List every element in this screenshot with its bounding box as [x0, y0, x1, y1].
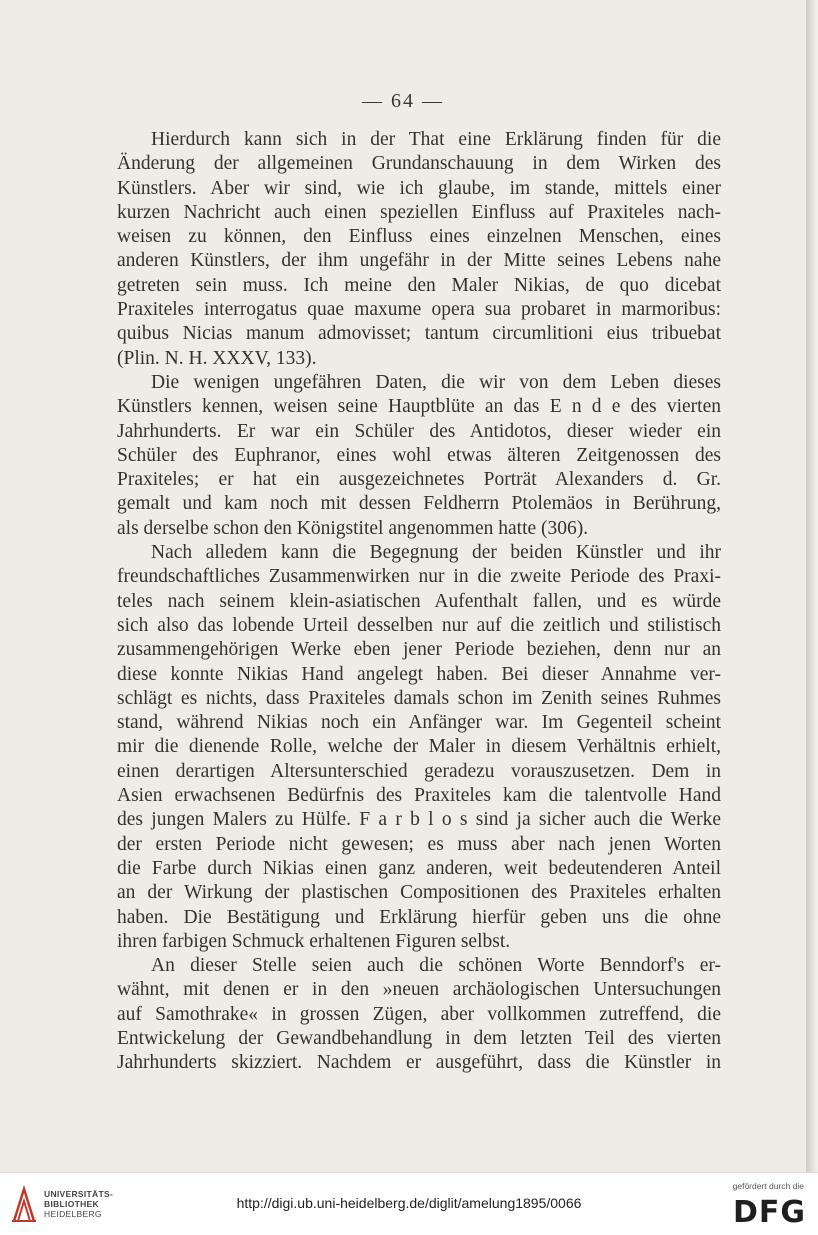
- text-line: Änderung der allgemeinen Grundanschauung in dem Wirken des: [117, 153, 721, 175]
- page-edge: [806, 0, 818, 1172]
- text-line: wähnt, mit denen er in den »neuen archäologischen Untersuchungen: [117, 979, 721, 1001]
- text-line: Nach alledem kann die Begegnung der beiden Künstler und ihr: [151, 542, 721, 564]
- text-line: quibus Nicias manum admovisset; tantum circumlitioni eius tribuebat: [117, 323, 721, 345]
- text-line: mir die dienende Rolle, welche der Maler in diesem Verhältnis erhielt,: [117, 736, 721, 758]
- text-line: Künstlers kennen, weisen seine Hauptblüte an das E n d e des vierten: [117, 396, 721, 418]
- body-text: [117, 128, 721, 1076]
- text-line: freundschaftliches Zusammenwirken nur in die zweite Periode des Praxi-: [117, 566, 721, 588]
- dfg-caption: gefördert durch die: [732, 1181, 804, 1191]
- text-line: teles nach seinem klein-asiatischen Aufenthalt fallen, und es würde: [117, 590, 721, 612]
- text-line: Entwickelung der Gewandbehandlung in dem letzten Teil des vierten: [117, 1027, 721, 1049]
- text-line: gemalt und kam noch mit dessen Feldherrn Ptolemäos in Berührung,: [117, 493, 721, 515]
- text-line: Künstlers. Aber wir sind, wie ich glaube, im stande, mittels einer: [117, 177, 721, 199]
- text-line: Jahrhunderts. Er war ein Schüler des Antidotos, dieser wieder ein: [117, 420, 721, 442]
- text-line: einen derartigen Altersunterschied geradezu vorauszusetzen. Dem in: [117, 760, 721, 782]
- text-line: diese konnte Nikias Hand angelegt haben. Bei dieser Annahme ver-: [117, 663, 721, 685]
- text-line: schlägt es nichts, dass Praxiteles damals schon im Zenith seines Ruhmes: [117, 687, 721, 709]
- text-line: Schüler des Euphranor, eines wohl etwas älteren Zeitgenossen des: [117, 444, 721, 466]
- text-line: kurzen Nachricht auch einen speziellen Einfluss auf Praxiteles nach-: [117, 201, 721, 223]
- text-line: (Plin. N. H. XXXV, 133).: [117, 347, 317, 369]
- text-line: Die wenigen ungefähren Daten, die wir von dem Leben dieses: [151, 371, 721, 393]
- text-line: der ersten Periode nicht gewesen; es muss aber nach jenen Worten: [117, 833, 721, 855]
- dfg-logo: DFG: [732, 1195, 806, 1230]
- text-line: ihren farbigen Schmuck erhaltenen Figuren selbst.: [117, 930, 511, 952]
- text-line: an der Wirkung der plastischen Compositionen des Praxiteles erhalten: [117, 882, 721, 904]
- text-line: Praxiteles interrogatus quae maxume opera sua probaret in marmoribus:: [117, 299, 721, 321]
- text-line: des jungen Malers zu Hülfe. F a r b l o s sind ja sicher auch die Werke: [117, 809, 721, 831]
- text-line: Jahrhunderts skizziert. Nachdem er ausgeführt, dass die Künstler in: [117, 1052, 721, 1074]
- text-line: die Farbe durch Nikias einen ganz anderen, weit bedeutenderen Anteil: [117, 857, 721, 879]
- text-line: sich also das lobende Urteil desselben nur auf die zeitlich und stilistisch: [117, 614, 721, 636]
- text-line: Praxiteles; er hat ein ausgezeichnetes Porträt Alexanders d. Gr.: [117, 469, 721, 491]
- text-line: getreten sein muss. Ich meine den Maler Nikias, de quo dicebat: [117, 274, 721, 296]
- text-line: weisen zu können, den Einfluss eines einzelnen Menschen, eines: [117, 226, 721, 248]
- text-line: haben. Die Bestätigung und Erklärung hierfür geben uns die ohne: [117, 906, 721, 928]
- text-line: auf Samothrake« in grossen Zügen, aber vollkommen zutreffend, die: [117, 1003, 721, 1025]
- text-line: Hierdurch kann sich in der That eine Erklärung finden für die: [151, 129, 721, 150]
- source-url-link[interactable]: http://digi.ub.uni-heidelberg.de/diglit/amelung1895/0066: [236, 1195, 582, 1211]
- text-line: als derselbe schon den Königstitel angenommen hatte (306).: [117, 517, 589, 539]
- text-line: Asien erwachsenen Bedürfnis des Praxiteles kam die talentvolle Hand: [117, 785, 721, 807]
- library-name: UNIVERSITÄTS- BIBLIOTHEK HEIDELBERG: [44, 1189, 114, 1219]
- page-number: — 64 —: [362, 90, 444, 112]
- text-line: zusammengehörigen Werke eben jener Periode beziehen, denn nur an: [117, 639, 721, 661]
- footer-bar: [0, 1172, 818, 1235]
- text-line: stand, während Nikias noch ein Anfänger war. Im Gegenteil scheint: [117, 712, 721, 734]
- text-line: anderen Künstlers, der ihm ungefähr in der Mitte seines Lebens nahe: [117, 250, 721, 272]
- text-line: An dieser Stelle seien auch die schönen Worte Benndorf's er-: [151, 955, 721, 977]
